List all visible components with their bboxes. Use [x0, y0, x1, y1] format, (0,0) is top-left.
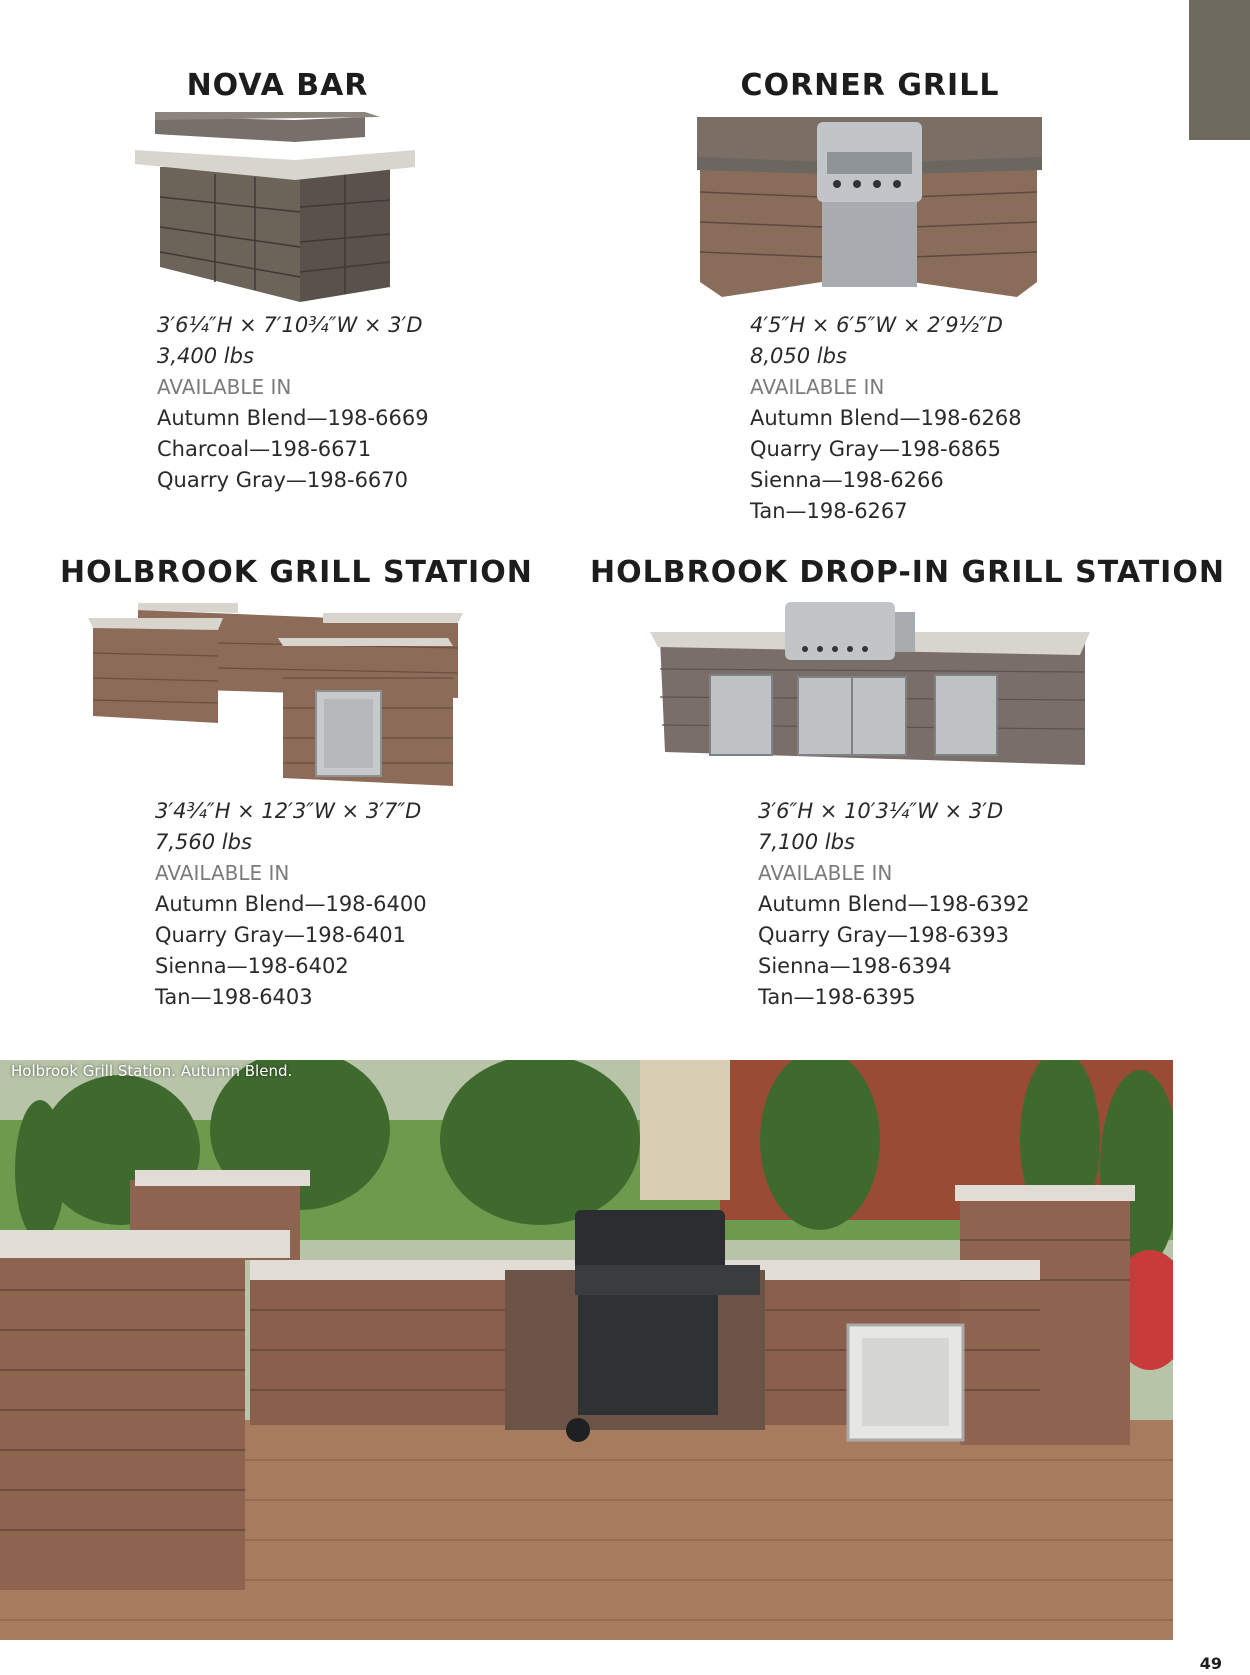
color-option: Tan—198-6395 [758, 985, 916, 1009]
color-option: Sienna—198-6402 [155, 954, 349, 978]
nova-bar-image [135, 112, 420, 307]
color-option: Quarry Gray—198-6865 [750, 437, 1002, 461]
dimensions: 4′5″H × 6′5″W × 2′9½″D [750, 313, 1003, 337]
color-option: Sienna—198-6266 [750, 468, 944, 492]
dimensions: 3′4¾″H × 12′3″W × 3′7″D [155, 799, 422, 823]
available-label: AVAILABLE IN [157, 375, 292, 399]
color-option: Quarry Gray—198-6670 [157, 468, 409, 492]
color-option: Quarry Gray—198-6393 [758, 923, 1010, 947]
spec-nova-bar [157, 310, 429, 496]
weight: 3,400 lbs [157, 344, 254, 368]
dimensions: 3′6″H × 10′3¼″W × 3′D [758, 799, 1004, 823]
photo-caption: Holbrook Grill Station. Autumn Blend. [11, 1062, 293, 1080]
available-label: AVAILABLE IN [155, 861, 290, 885]
color-option: Autumn Blend—198-6669 [157, 406, 429, 430]
dimensions: 3′6¼″H × 7′10¾″W × 3′D [157, 313, 423, 337]
corner-grill-image [692, 112, 1047, 302]
lifestyle-photo [0, 1060, 1173, 1640]
holbrook-drop-in-grill-station-image [650, 597, 1090, 787]
color-option: Quarry Gray—198-6401 [155, 923, 407, 947]
page-number: 49 [1199, 1654, 1222, 1673]
color-option: Tan—198-6267 [750, 499, 908, 523]
weight: 8,050 lbs [750, 344, 847, 368]
weight: 7,100 lbs [758, 830, 855, 854]
product-title-nova-bar: NOVA BAR [186, 68, 369, 103]
color-option: Charcoal—198-6671 [157, 437, 372, 461]
available-label: AVAILABLE IN [758, 861, 893, 885]
spec-corner-grill [750, 310, 1022, 527]
spec-holbrook-drop-in-grill-station [758, 796, 1030, 1013]
holbrook-grill-station-image [88, 598, 463, 793]
color-option: Sienna—198-6394 [758, 954, 952, 978]
product-title-holbrook-grill-station: HOLBROOK GRILL STATION [60, 555, 533, 590]
color-option: Autumn Blend—198-6268 [750, 406, 1022, 430]
product-title-corner-grill: CORNER GRILL [740, 68, 1000, 103]
spec-holbrook-grill-station [155, 796, 427, 1013]
color-option: Autumn Blend—198-6400 [155, 892, 427, 916]
color-option: Autumn Blend—198-6392 [758, 892, 1030, 916]
section-tab [1189, 0, 1250, 140]
color-option: Tan—198-6403 [155, 985, 313, 1009]
available-label: AVAILABLE IN [750, 375, 885, 399]
product-title-holbrook-drop-in-grill-station: HOLBROOK DROP-IN GRILL STATION [590, 555, 1225, 590]
weight: 7,560 lbs [155, 830, 252, 854]
